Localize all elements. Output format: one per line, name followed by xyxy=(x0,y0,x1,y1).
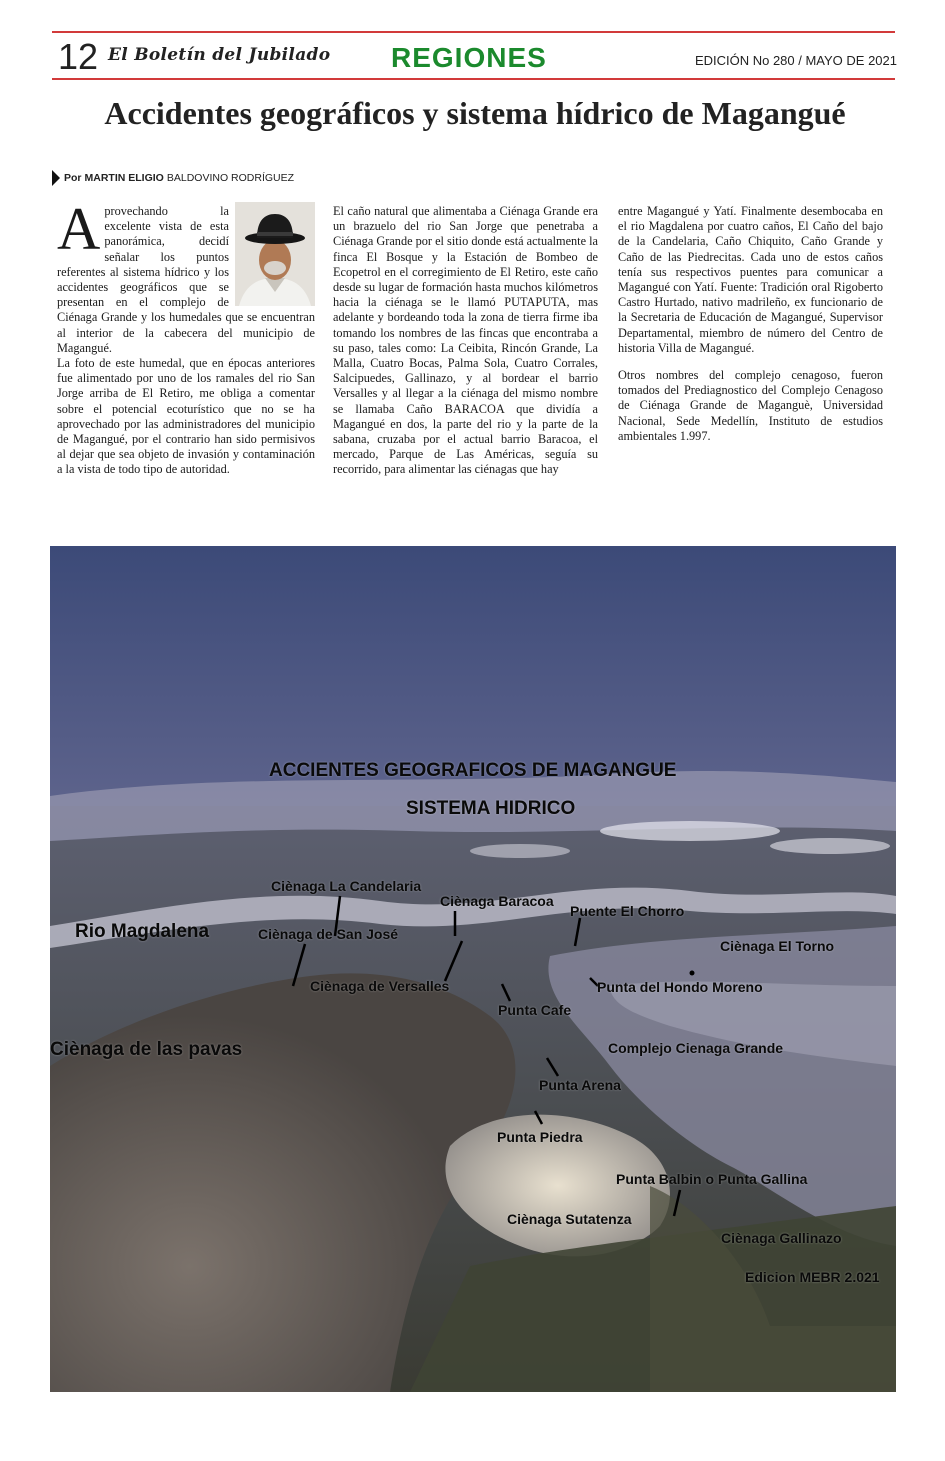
col1-paragraph-1: provechando la excelente vista de esta panorámica, decidí señalar los puntos referentes al sistema hídrico y los accidentes geográficos que se presentan en el complejo de Ciénaga Grande y los humedales que se encuentran al interior de la cabecera del municipio de Magangué. xyxy=(57,204,315,355)
label-punta-balbin: Punta Balbin o Punta Gallina xyxy=(616,1171,808,1187)
label-cienaga-candelaria: Ciènaga La Candelaria xyxy=(271,878,422,894)
article-column-3 xyxy=(618,204,883,444)
photo-credit: Edicion MEBR 2.021 xyxy=(745,1269,880,1285)
article-column-1 xyxy=(57,196,315,478)
edition-info: EDICIÓN No 280 / MAYO DE 2021 xyxy=(694,53,897,68)
aerial-photo xyxy=(50,546,896,1392)
author-portrait xyxy=(235,202,315,306)
col3-paragraph-1: entre Magangué y Yatí. Finalmente desembocaba en el rio Magdalena por cuatro caños, El Caño del bajo de la Candelaria, Caño Chiquito, Caño Grande y Caño de las Piedrecitas. Cada uno de estos caños tenía sus respectivos puentes para comunicar a Magangué con Yatí. Fuente: Tradición oral Rigoberto Castro Hurtado, nativo madrileño, ex funcionario de la Secretaria de Educación de Magangué, Supervisor Departamental, miembro de número del Centro de historia Villa de Magangué. xyxy=(618,204,883,355)
label-complejo-cienaga-grande: Complejo Cienaga Grande xyxy=(608,1040,784,1056)
label-cienaga-san-jose: Ciènaga de San José xyxy=(258,926,399,942)
label-punta-hondo-moreno: Punta del Hondo Moreno xyxy=(597,979,763,995)
article-column-2 xyxy=(333,204,598,478)
publication-name: El Boletín del Jubilado xyxy=(108,45,331,65)
label-cienaga-el-torno: Ciènaga El Torno xyxy=(720,938,835,954)
label-punta-arena: Punta Arena xyxy=(539,1077,621,1093)
col2-paragraph-1: El caño natural que alimentaba a Ciénaga Grande era un brazuelo del rio San Jorge que penetraba a Ciénaga Grande por el sitio donde está actualmente la finca El Bosque y la Estación de Bombeo de Ecopetrol en el corregimiento de El Retiro, este caño desde su lugar de formación hasta muchos kilómetros hacia la ciénaga se le llamó PUTAPUTA, mas adelante y bordeando toda la zona de tierra firme iba tomando los nombres de las fincas que encontraba a su paso, tales como: La Ceibita, Rincón Grande, La Malla, Cuatro Bocas, Palma Sola, Cuatro Corrales, Salcipuedes, Gallinazo, y al bordear el barrio Versalles y al llegar a la ciénaga del mismo nombre se llamaba Caño BARACOA que dividía a Magangué en dos, la parte del rio y la parte de la sabana, cruzaba por el actual barrio Baracoa, el mercado, Parque de Las Américas, seguía su recorrido, para alimentar las ciénagas que hay xyxy=(333,204,598,477)
header-bottom-rule xyxy=(52,78,895,80)
map-title-line-1: ACCIENTES GEOGRAFICOS DE MAGANGUE xyxy=(269,760,677,781)
byline-name: MARTIN ELIGIO xyxy=(84,172,164,184)
label-cienaga-sutatenza: Ciènaga Sutatenza xyxy=(507,1211,632,1227)
label-cienaga-baracoa: Ciènaga Baracoa xyxy=(440,893,554,909)
aerial-photo-illustration xyxy=(50,546,896,1392)
label-cienaga-pavas: Ciènaga de las pavas xyxy=(50,1039,243,1060)
label-punta-piedra: Punta Piedra xyxy=(497,1129,583,1145)
header-top-rule xyxy=(52,31,895,33)
map-title-line-2: SISTEMA HIDRICO xyxy=(406,798,576,819)
col3-paragraph-2: Otros nombres del complejo cenagoso, fueron tomados del Prediagnostico del Complejo Cenagoso de Ciénaga Grande de Maganguè, Universidad Nacional, Sede Medellín, Instituto de estudios ambientales 1.997. xyxy=(618,368,883,443)
byline-arrow-icon xyxy=(52,170,60,186)
label-rio-magdalena: Rio Magdalena xyxy=(75,921,210,942)
col1-paragraph-2: La foto de este humedal, que en épocas anteriores fue alimentado por uno de los ramales del rio San Jorge arriba de El Retiro, me obliga a comentar sobre el potencial ecoturístico que no se ha aprovechado por las administradores del municipio de Magangué, por el contrario han sido permisivos al dejar que sea objeto de invasión y contaminación a la vista de todo tipo de autoridad. xyxy=(57,356,315,477)
drop-cap: A xyxy=(57,196,101,262)
section-title: REGIONES xyxy=(391,42,547,73)
article-headline: Accidentes geográficos y sistema hídrico de Magangué xyxy=(104,95,846,131)
byline-prefix: Por xyxy=(64,172,82,184)
byline xyxy=(52,170,294,186)
label-punta-cafe: Punta Cafe xyxy=(498,1002,572,1018)
label-cienaga-gallinazo: Ciènaga Gallinazo xyxy=(721,1230,842,1246)
page-number: 12 xyxy=(58,36,99,77)
label-cienaga-versalles: Ciènaga de Versalles xyxy=(310,978,450,994)
byline-surname: BALDOVINO RODRÍGUEZ xyxy=(166,172,295,184)
label-puente-el-chorro: Puente El Chorro xyxy=(570,903,685,919)
